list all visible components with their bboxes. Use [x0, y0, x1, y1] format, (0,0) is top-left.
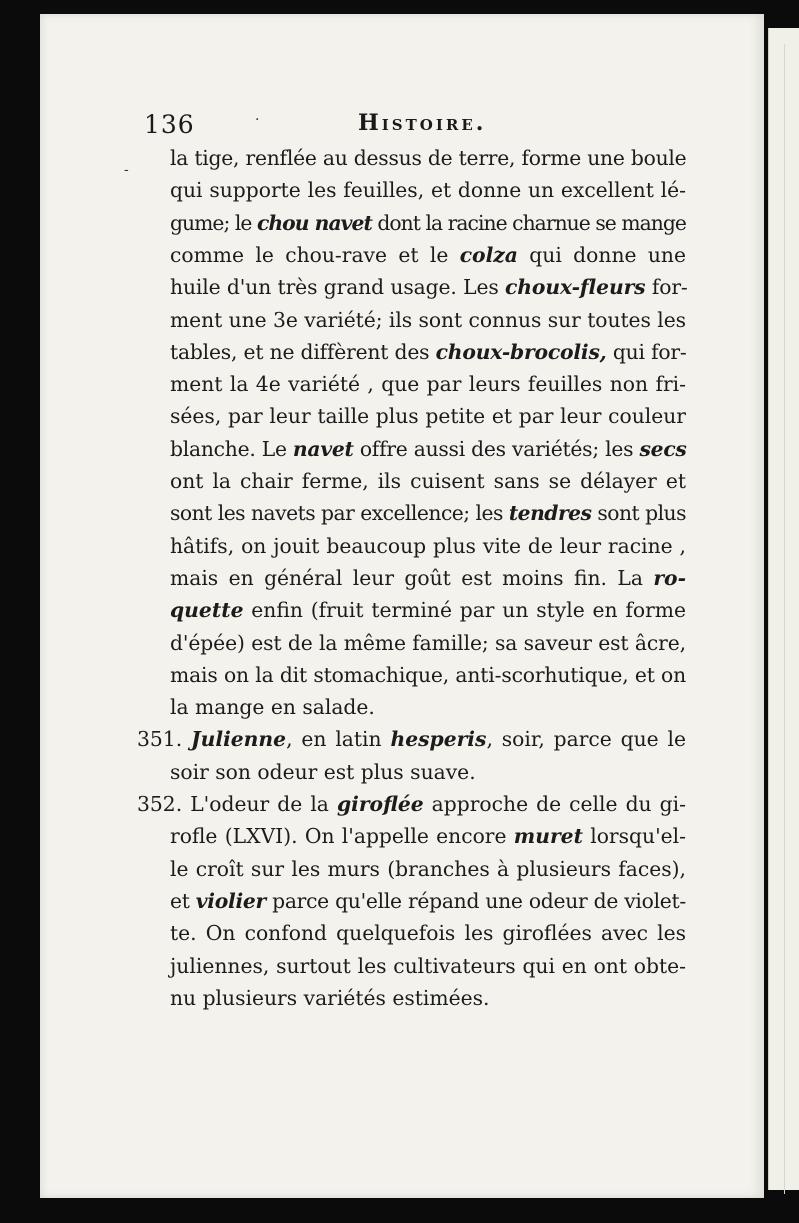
- text-line: [170, 148, 686, 168]
- text-line: [170, 662, 686, 687]
- text-run: gume; le: [170, 210, 257, 235]
- text-run: mais en général leur goût est moins fin. La: [170, 565, 654, 590]
- italic-term: quette: [170, 598, 244, 623]
- text-run: parce qu'elle répand une odeur de violet-: [265, 888, 686, 913]
- italic-term: violier: [195, 888, 266, 913]
- text-run: nu plusieurs variétés estimées.: [170, 985, 490, 1010]
- italic-term: navet: [292, 436, 354, 461]
- text-run: le croît sur les murs (branches à plusieurs faces),: [170, 856, 686, 881]
- text-line: [170, 210, 686, 235]
- text-run: qui supporte les feuilles, et donne un excellent lé-: [170, 178, 686, 203]
- text-run: blanche. Le: [170, 436, 293, 461]
- text-line: [170, 630, 686, 655]
- text-run: te. On confond quelquefois les giroflées avec les: [170, 921, 686, 946]
- text-run: la mange en salade.: [170, 695, 375, 720]
- page-number: 136: [144, 110, 195, 139]
- text-run: 352. L'odeur de la: [137, 792, 337, 816]
- italic-term: secs: [639, 436, 687, 461]
- italic-term: ro-: [653, 565, 686, 590]
- text-line: [170, 598, 686, 623]
- text-run: qui donne une: [517, 242, 686, 267]
- text-line: [170, 178, 686, 203]
- text-run: qui for-: [606, 339, 687, 364]
- ink-speck: ·: [255, 112, 260, 128]
- text-line: [170, 856, 686, 881]
- text-line: [170, 436, 687, 461]
- italic-term: Julienne: [191, 727, 287, 752]
- page-header: [40, 110, 764, 144]
- text-line: [170, 275, 688, 300]
- text-line: [170, 759, 476, 784]
- text-line: [170, 824, 686, 849]
- page-fold: [784, 44, 785, 1194]
- text-run: dont la racine charnue se mange: [371, 210, 686, 235]
- text-line: [170, 888, 686, 913]
- text-run: , soir, parce que le: [486, 727, 687, 752]
- text-line: [170, 242, 686, 267]
- text-run: 351.: [137, 727, 192, 752]
- text-line: [170, 921, 686, 946]
- text-line: [170, 404, 686, 429]
- italic-term: muret: [513, 824, 583, 849]
- text-run: sées, par leur taille plus petite et par leur couleur: [170, 404, 686, 429]
- italic-term: tendres: [508, 501, 592, 526]
- text-run: sont les navets par excellence; les: [170, 501, 509, 526]
- text-run: soir son odeur est plus suave.: [170, 759, 476, 784]
- text-line: [170, 372, 686, 397]
- text-run: lorsqu'el-: [582, 824, 686, 849]
- running-title: Histoire.: [358, 110, 487, 136]
- text-run: huile d'un très grand usage. Les: [170, 275, 506, 300]
- text-run: tables, et ne diffèrent des: [170, 339, 436, 364]
- italic-term: giroflée: [336, 792, 424, 816]
- text-line: [170, 533, 686, 558]
- text-run: sont plus: [591, 501, 686, 526]
- text-run: et: [170, 888, 196, 913]
- italic-term: colza: [459, 242, 518, 267]
- text-run: mais on la dit stomachique, anti-scorhutique, et on: [170, 662, 686, 687]
- text-run: ment une 3e variété; ils sont connus sur toutes les: [170, 307, 686, 332]
- text-run: comme le chou-rave et le: [170, 242, 460, 267]
- text-run: offre aussi des variétés; les: [353, 436, 640, 461]
- text-run: , en latin: [286, 727, 391, 752]
- italic-term: chou navet: [256, 210, 372, 235]
- text-run: ont la chair ferme, ils cuisent sans se délayer et: [170, 469, 686, 493]
- text-run: hâtifs, on jouit beaucoup plus vite de leur racine ,: [170, 533, 686, 558]
- text-run: la tige, renflée au dessus de terre, forme une boule: [170, 146, 687, 170]
- text-run: d'épée) est de la même famille; sa saveur est âcre,: [170, 630, 686, 655]
- text-line: [170, 985, 490, 1010]
- text-run: for-: [645, 275, 688, 300]
- italic-term: hesperis: [390, 727, 487, 752]
- text-line: [170, 695, 375, 720]
- text-run: enfin (fruit terminé par un style en forme: [243, 598, 686, 623]
- text-line: [170, 339, 687, 364]
- text-line: [137, 727, 687, 752]
- text-line: [170, 501, 686, 526]
- text-run: juliennes, surtout les cultivateurs qui en ont obte-: [170, 953, 686, 978]
- text-line: [170, 307, 686, 332]
- italic-term: choux-brocolis,: [435, 339, 607, 364]
- text-line: [170, 565, 686, 590]
- margin-mark: -: [124, 162, 129, 178]
- text-run: approche de celle du gi-: [423, 792, 686, 816]
- text-line: [137, 794, 686, 814]
- text-line: [170, 953, 686, 978]
- book-page: [40, 14, 764, 1198]
- text-run: ment la 4e variété , que par leurs feuilles non fri-: [170, 372, 686, 397]
- italic-term: choux-fleurs: [505, 275, 646, 300]
- text-run: rofle (LXVI). On l'appelle encore: [170, 824, 514, 849]
- text-line: [170, 471, 686, 491]
